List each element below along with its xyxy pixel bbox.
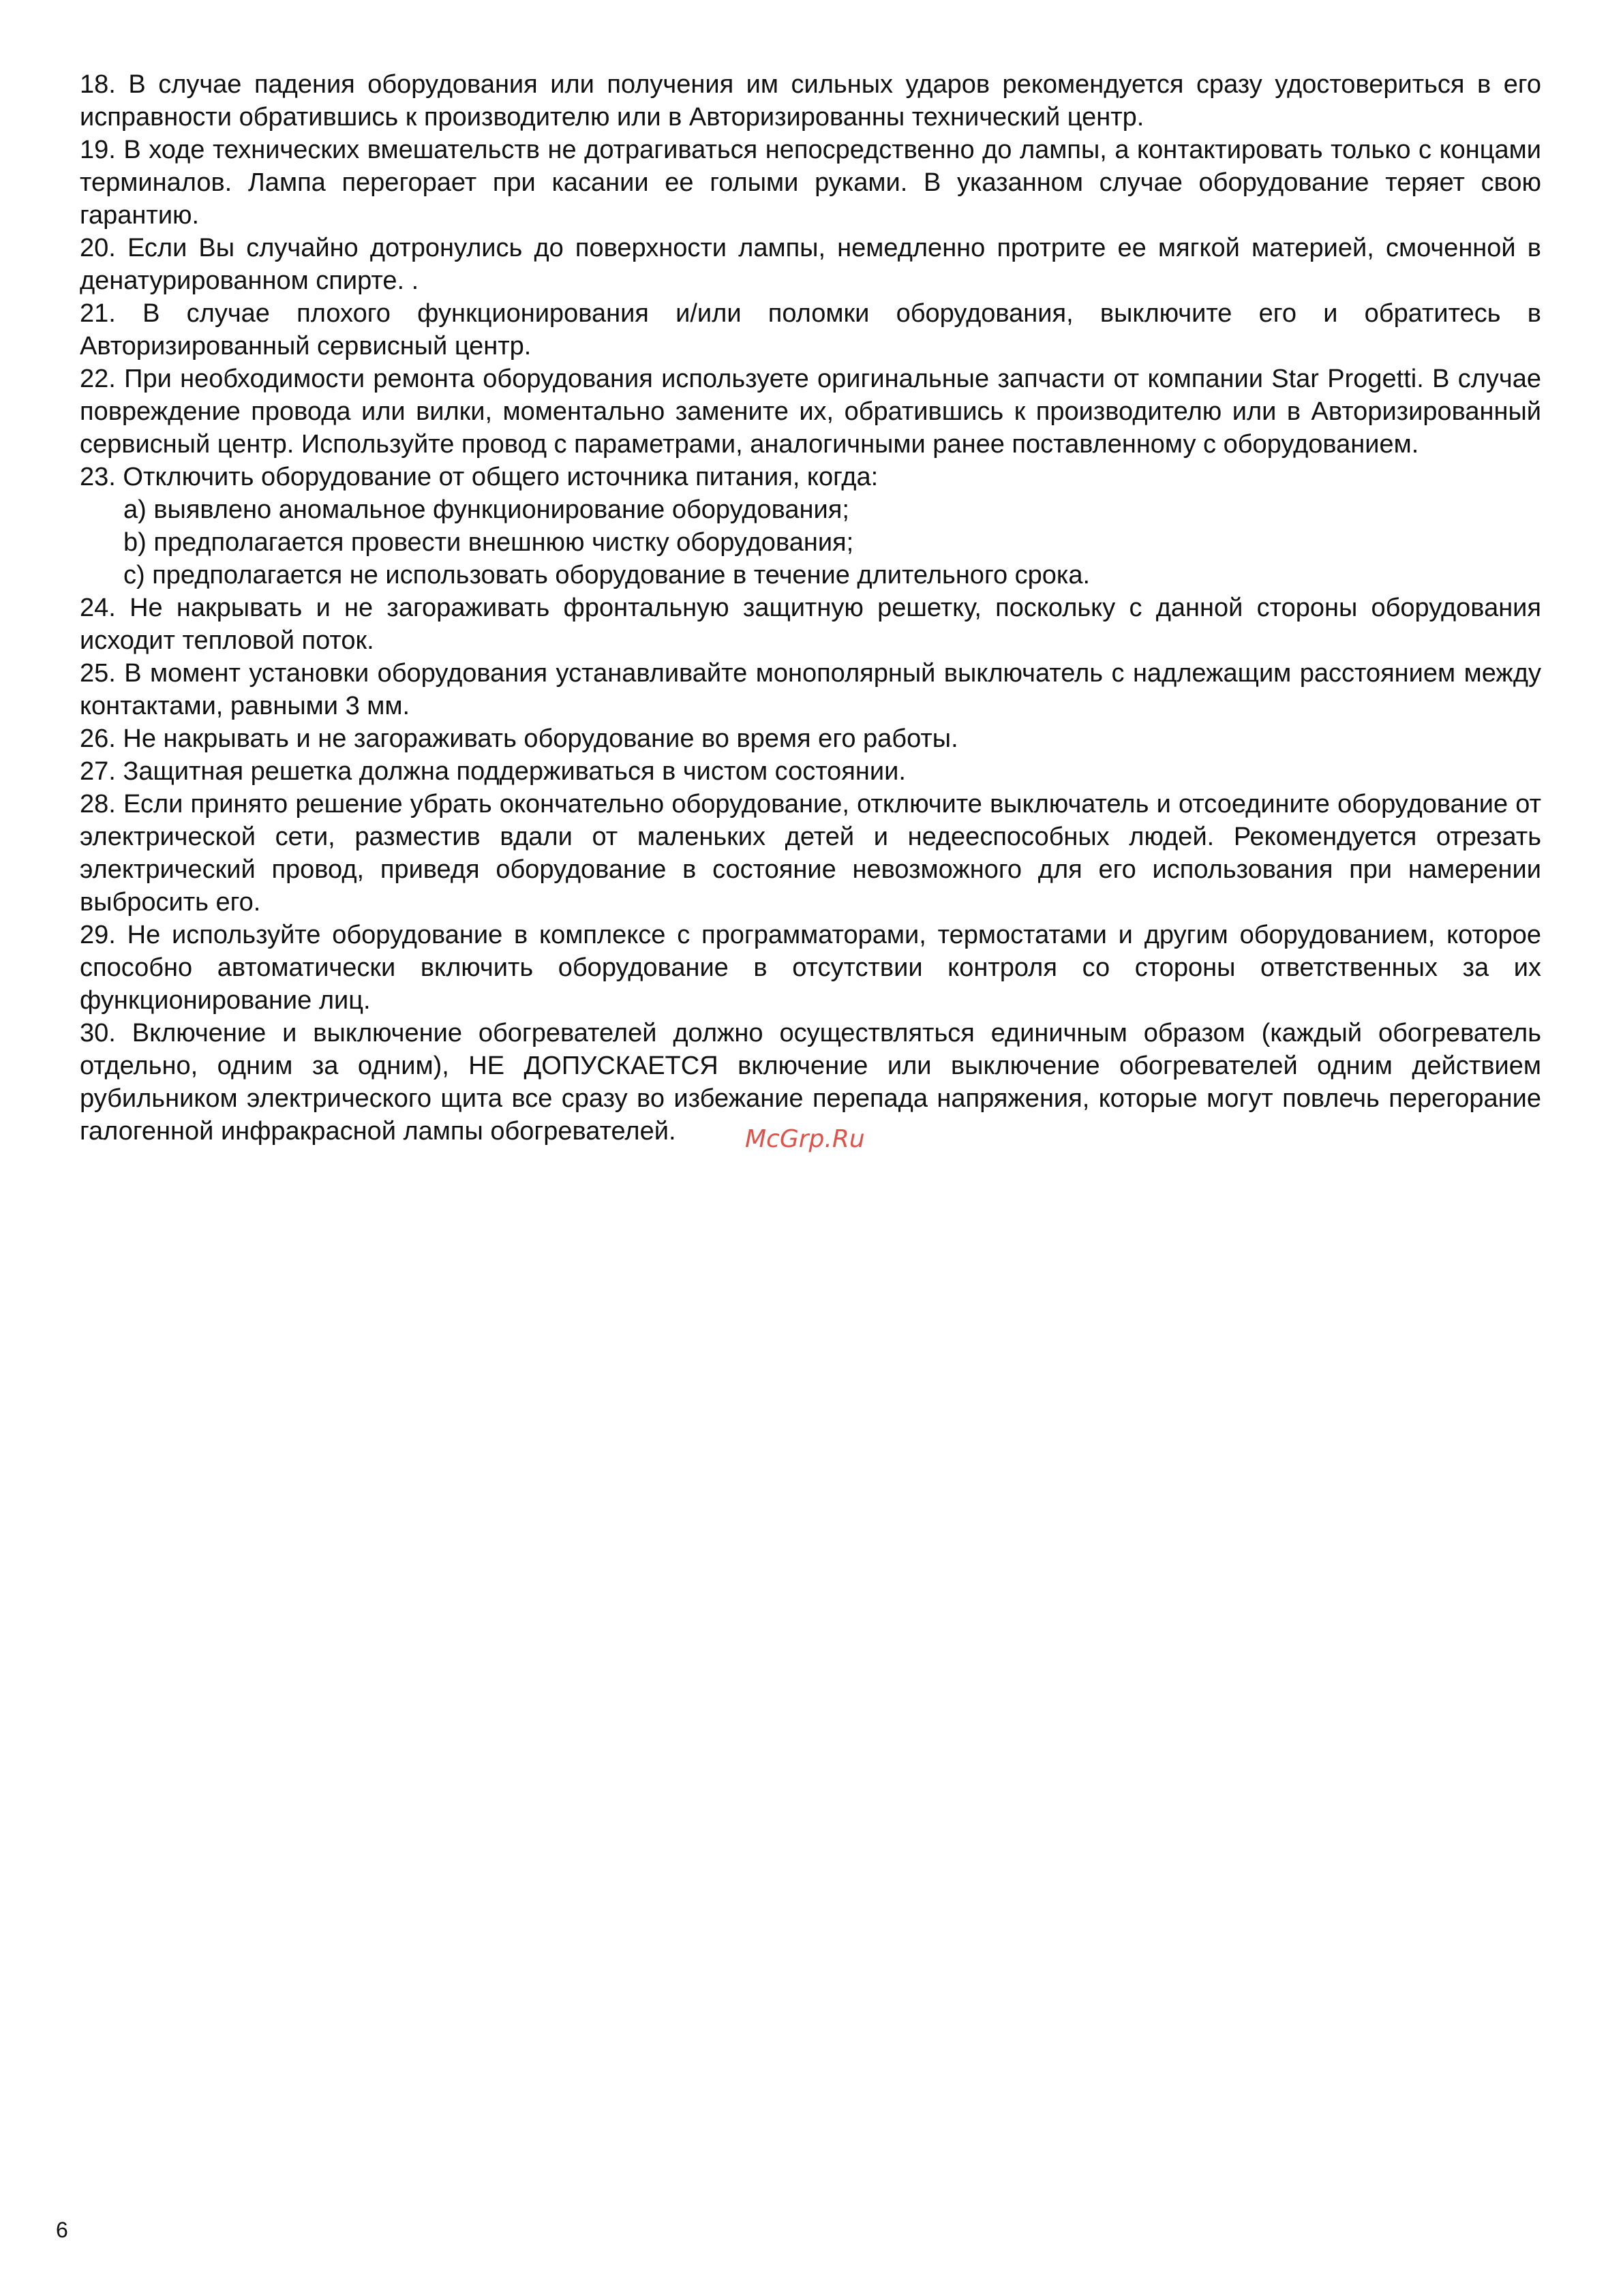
instruction-item-21: 21. В случае плохого функционирования и/или поломки оборудования, выключите его и обратитесь в Авторизированный сервисный центр. — [80, 299, 1541, 361]
instruction-item-27: 27. Защитная решетка должна поддерживаться в чистом состоянии. — [80, 757, 906, 786]
sub-item-b: b) предполагается провести внешнюю чистку оборудования; — [123, 528, 854, 557]
instruction-item-25: 25. В момент установки оборудования устанавливайте монополярный выключатель с надлежащим расстоянием между контактами, равными 3 мм. — [80, 659, 1541, 720]
instruction-item-22: 22. При необходимости ремонта оборудования используете оригинальные запчасти от компании Star Progetti. В случае повреждение провода или вилки, моментально замените их, обратившись к производителю или в Авторизированный сервисный центр. Используйте провод с параметрами, аналогичными ранее поставленному с оборудованием. — [80, 365, 1541, 459]
instruction-item-19: 19. В ходе технических вмешательств не дотрагиваться непосредственно до лампы, а контактировать только с концами терминалов. Лампа перегорает при касании ее голыми руками. В указанном случае оборудование теряет свою гарантию. — [80, 136, 1541, 230]
instruction-item-24: 24. Не накрывать и не загораживать фронтальную защитную решетку, поскольку с данной стороны оборудования исходит тепловой поток. — [80, 594, 1541, 655]
instruction-item-29: 29. Не используйте оборудование в комплексе с программаторами, термостатами и другим оборудованием, которое способно автоматически включить оборудование в отсутствии контроля со стороны ответственных за их функционирование лиц. — [80, 921, 1541, 1015]
page-number: 6 — [56, 2218, 68, 2242]
sub-item-a: a) выявлено аномальное функционирование оборудования; — [123, 495, 849, 524]
instruction-item-28: 28. Если принято решение убрать окончательно оборудование, отключите выключатель и отсоедините оборудование от электрической сети, разместив вдали от маленьких детей и недееспособных людей. Рекомендуется отрезать электрический провод, приведя оборудование в состояние невозможного для его использования при намерении выбросить его. — [80, 790, 1541, 917]
instructions-text — [80, 68, 1541, 1148]
instruction-item-23: 23. Отключить оборудование от общего источника питания, когда: — [80, 463, 879, 491]
instruction-23-sublist — [80, 493, 1541, 592]
instruction-item-30: 30. Включение и выключение обогревателей должно осуществляться единичным образом (каждый обогреватель отдельно, одним за одним), НЕ ДОПУСКАЕТСЯ включение или выключение обогревателей одним действием рубильником электрического щита все сразу во избежание перепада напряжения, которые могут повлечь перегорание галогенной инфракрасной лампы обогревателей. — [80, 1019, 1541, 1146]
instruction-item-18: 18. В случае падения оборудования или получения им сильных ударов рекомендуется сразу удостовериться в его исправности обратившись к производителю или в Авторизированны технический центр. — [80, 70, 1541, 132]
sub-item-c: c) предполагается не использовать оборудование в течение длительного срока. — [123, 561, 1091, 590]
instruction-item-26: 26. Не накрывать и не загораживать оборудование во время его работы. — [80, 724, 958, 753]
watermark: McGrp.Ru — [745, 1125, 865, 1153]
instruction-item-20: 20. Если Вы случайно дотронулись до поверхности лампы, немедленно протрите ее мягкой материей, смоченной в денатурированном спирте. . — [80, 234, 1541, 295]
